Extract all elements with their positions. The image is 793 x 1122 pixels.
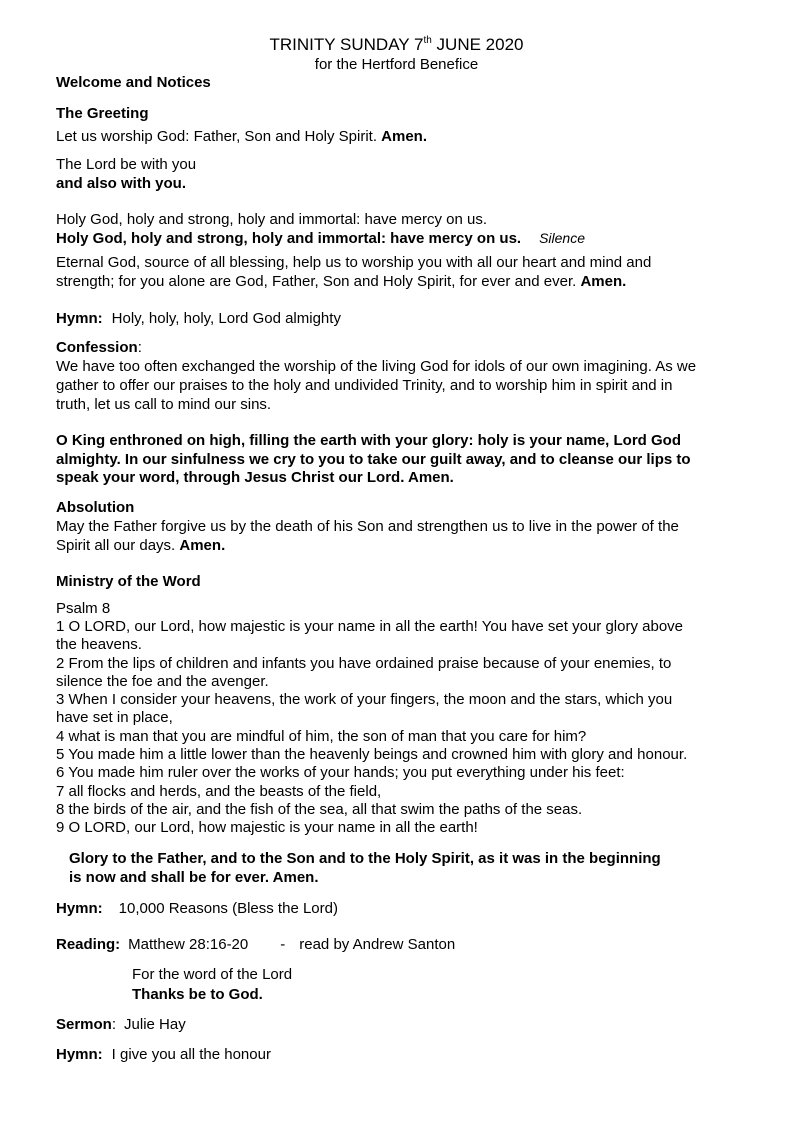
greeting-line: [56, 128, 427, 146]
psalm-line: have set in place,: [56, 709, 173, 726]
confession-response-line: speak your word, through Jesus Christ our Lord. Amen.: [56, 469, 454, 486]
psalm-line: 3 When I consider your heavens, the work of your fingers, the moon and the stars, which you: [56, 691, 673, 708]
trisagion-response-line: [56, 229, 585, 248]
confession-response-line: O King enthroned on high, filling the earth with your glory: holy is your name, Lord God: [56, 432, 682, 449]
sermon-colon: :: [111, 1016, 117, 1033]
psalm-title: Psalm 8: [56, 600, 111, 617]
absolution-line-1: May the Father forgive us by the death of his Son and strengthen us to live in the power of the: [56, 518, 679, 535]
hymn-2: [56, 900, 338, 918]
trisagion-response: Holy God, holy and strong, holy and immortal: have mercy on us.: [56, 230, 522, 247]
greeting-response: and also with you.: [56, 175, 187, 192]
reading-reader: read by Andrew Santon: [299, 936, 456, 953]
reading-reference: Matthew 28:16-20: [128, 936, 249, 953]
psalm-line: 2 From the lips of children and infants you have ordained praise because of your enemies, to: [56, 655, 672, 672]
trisagion-line: Holy God, holy and strong, holy and immortal: have mercy on us.: [56, 211, 488, 228]
sermon-preacher: Julie Hay: [124, 1016, 186, 1033]
absolution-text: Spirit all our days.: [56, 537, 180, 554]
confession-line: truth, let us call to mind our sins.: [56, 396, 272, 413]
psalm-line: 9 O LORD, our Lord, how majestic is your name in all the earth!: [56, 819, 478, 836]
hymn-3: [56, 1046, 271, 1064]
reading-versicle: For the word of the Lord: [132, 966, 293, 983]
welcome-heading: Welcome and Notices: [56, 74, 211, 91]
title-text: TRINITY SUNDAY 7: [269, 35, 424, 54]
psalm-line: 1 O LORD, our Lord, how majestic is your name in all the earth! You have set your glory above: [56, 618, 683, 635]
hymn-title: I give you all the honour: [111, 1046, 271, 1063]
greeting-versicle: The Lord be with you: [56, 156, 197, 173]
greeting-amen: Amen.: [381, 128, 428, 145]
confession-line: We have too often exchanged the worship of the living God for idols of our own imagining. As we: [56, 358, 697, 375]
hymn-title: Holy, holy, holy, Lord God almighty: [111, 310, 341, 327]
confession-colon: :: [137, 339, 142, 356]
gloria-line-2: is now and shall be for ever. Amen.: [69, 869, 319, 886]
psalm-line: 4 what is man that you are mindful of him, the son of man that you care for him?: [56, 728, 587, 745]
psalm-line: 5 You made him a little lower than the heavenly beings and crowned him with glory and honour.: [56, 746, 688, 763]
sermon-label: Sermon: [56, 1016, 112, 1033]
page-subtitle: for the Hertford Benefice: [314, 56, 479, 73]
hymn-label: Hymn:: [56, 310, 103, 327]
hymn-label: Hymn:: [56, 1046, 103, 1063]
title-superscript: th: [423, 35, 432, 46]
hymn-title: 10,000 Reasons (Bless the Lord): [118, 900, 338, 917]
hymn-label: Hymn:: [56, 900, 103, 917]
ministry-heading: Ministry of the Word: [56, 573, 201, 590]
psalm-line: silence the foe and the avenger.: [56, 673, 269, 690]
absolution-heading: Absolution: [56, 499, 135, 516]
title-text-end: JUNE 2020: [431, 35, 524, 54]
collect-amen: Amen.: [580, 273, 627, 290]
psalm-line: 7 all flocks and herds, and the beasts of the field,: [56, 783, 382, 800]
reading-label: Reading:: [56, 936, 121, 953]
greeting-text: Let us worship God: Father, Son and Holy Spirit.: [56, 128, 382, 145]
confession-title: Confession: [56, 339, 138, 356]
sermon-line: [56, 1016, 186, 1034]
absolution-line-2: [56, 537, 225, 555]
silence-note: Silence: [539, 230, 585, 246]
hymn-1: [56, 310, 341, 328]
psalm-line: 8 the birds of the air, and the fish of the sea, all that swim the paths of the seas.: [56, 801, 583, 818]
reading-dash: -: [280, 936, 286, 953]
collect-line-2: [56, 273, 626, 291]
page-title: [0, 35, 793, 55]
collect-line-1: Eternal God, source of all blessing, help us to worship you with all our heart and mind and: [56, 254, 652, 271]
absolution-amen: Amen.: [179, 537, 226, 554]
psalm-line: the heavens.: [56, 636, 142, 653]
confession-line: gather to offer our praises to the holy and undivided Trinity, and to worship him in spirit and in: [56, 377, 673, 394]
confession-heading: [56, 339, 142, 357]
collect-text: strength; for you alone are God, Father, Son and Holy Spirit, for ever and ever.: [56, 273, 581, 290]
confession-response-line: almighty. In our sinfulness we cry to you to take our guilt away, and to cleanse our lips to: [56, 451, 691, 468]
reading-line: [56, 936, 455, 954]
psalm-line: 6 You made him ruler over the works of your hands; you put everything under his feet:: [56, 764, 625, 781]
gloria-line-1: Glory to the Father, and to the Son and to the Holy Spirit, as it was in the beginning: [69, 850, 661, 867]
greeting-heading: The Greeting: [56, 105, 149, 122]
reading-response: Thanks be to God.: [132, 986, 263, 1003]
